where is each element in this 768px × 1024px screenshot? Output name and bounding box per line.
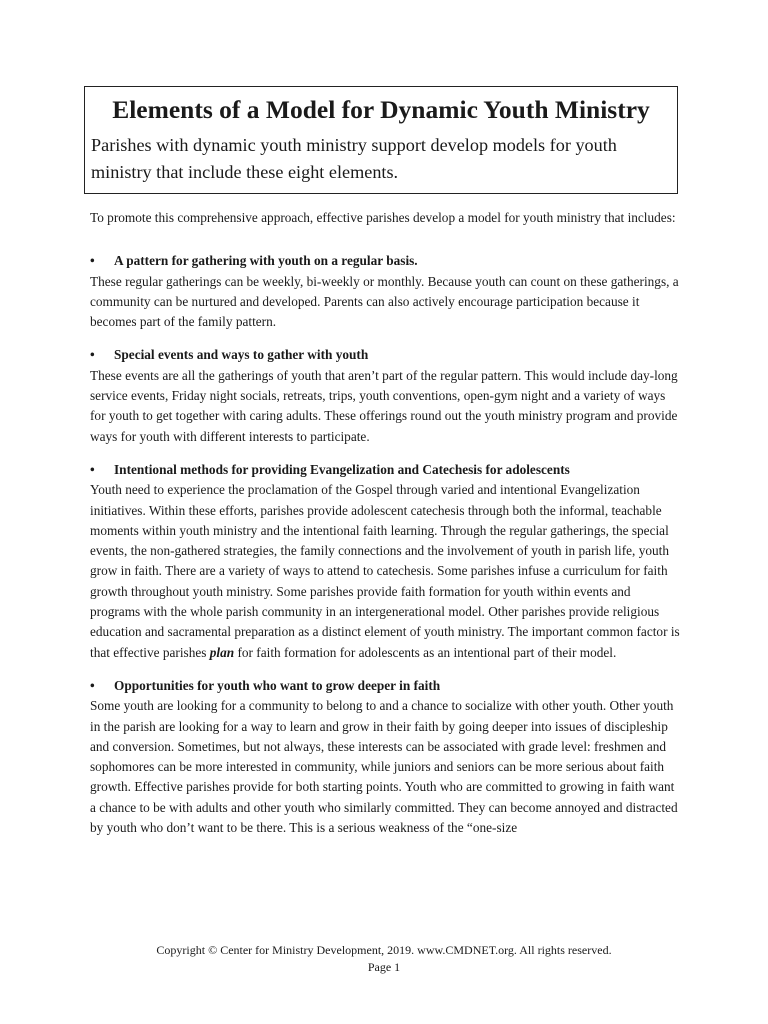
section-heading <box>90 676 680 696</box>
section-heading <box>90 251 680 271</box>
section-body: Some youth are looking for a community to belong to and a chance to socialize with other youth. Other youth in the parish are looking for a way to learn and grow in their faith by going deeper into issues of discipleship and conversion. Sometimes, but not always, these interests can be associated with grade level: freshmen and sophomores can be more interested in community, while juniors and seniors can be more serious about faith growth. Effective parishes provide for both starting points. Youth who are committed to growing in faith want a chance to be with adults and other youth who similarly committed. They can become annoyed and distracted by youth who don’t want to be there. This is a serious weakness of the “one-size <box>90 698 678 836</box>
document-body <box>90 208 680 851</box>
section-body-text: for faith formation for adolescents as an intentional part of their model. <box>234 644 617 660</box>
page-footer <box>0 942 768 976</box>
section-body-text: Youth need to experience the proclamation of the Gospel through varied and intentional Evangelization initiatives. Within these efforts, parishes provide adolescent catechesis through both the informal, teachable moments within youth ministry and the intentional faith learning. Through the regular gatherings, the special events, the non-gathered strategies, the family connections and the involvement of youth in parish life, youth grow in faith. There are a variety of ways to attend to catechesis. Some parishes infuse a curriculum for faith growth throughout youth ministry. Some parishes provide faith formation for youth within events and programs with the whole parish community in an intergenerational model. Other parishes provide religious education and sacramental preparation as a distinct element of youth ministry. The important common factor is that effective parishes <box>90 482 680 660</box>
section-body <box>90 480 680 663</box>
intro-paragraph: To promote this comprehensive approach, effective parishes develop a model for youth ministry that includes: <box>90 210 676 225</box>
page-title: Elements of a Model for Dynamic Youth Ministry <box>112 95 650 124</box>
section-heading <box>90 460 680 480</box>
emphasis-text: plan <box>209 644 235 660</box>
section-heading-text: A pattern for gathering with youth on a regular basis. <box>114 253 418 269</box>
bullet-icon: • <box>90 677 95 693</box>
section-special-events <box>90 345 680 446</box>
section-body: These regular gatherings can be weekly, bi-weekly or monthly. Because youth can count on these gatherings, a community can be nurtured and developed. Parents can also actively encourage participation because it becomes part of the family pattern. <box>90 273 679 330</box>
section-heading-text: Intentional methods for providing Evangelization and Catechesis for adolescents <box>114 461 570 477</box>
section-heading-text: Special events and ways to gather with youth <box>114 347 369 363</box>
bullet-icon: • <box>90 347 95 363</box>
page-number: Page 1 <box>367 960 401 974</box>
section-body: These events are all the gatherings of youth that aren’t part of the regular pattern. This would include day-long service events, Friday night socials, retreats, trips, youth conventions, open-gym night and a variety of ways for youth to get together with caring adults. These offerings round out the youth ministry program and provide ways for youth with different interests to participate. <box>90 367 678 444</box>
section-heading-text: Opportunities for youth who want to grow deeper in faith <box>114 677 441 693</box>
bullet-icon: • <box>90 253 95 269</box>
section-heading <box>90 345 680 365</box>
section-regular-gatherings <box>90 251 680 332</box>
section-deeper-faith <box>90 676 680 838</box>
bullet-icon: • <box>90 461 95 477</box>
title-box <box>84 86 678 194</box>
copyright-notice: Copyright © Center for Ministry Development, 2019. www.CMDNET.org. All rights reserved. <box>156 943 612 957</box>
section-evangelization-catechesis <box>90 460 680 663</box>
page-subtitle: Parishes with dynamic youth ministry support develop models for youth ministry that include these eight elements. <box>91 135 617 182</box>
